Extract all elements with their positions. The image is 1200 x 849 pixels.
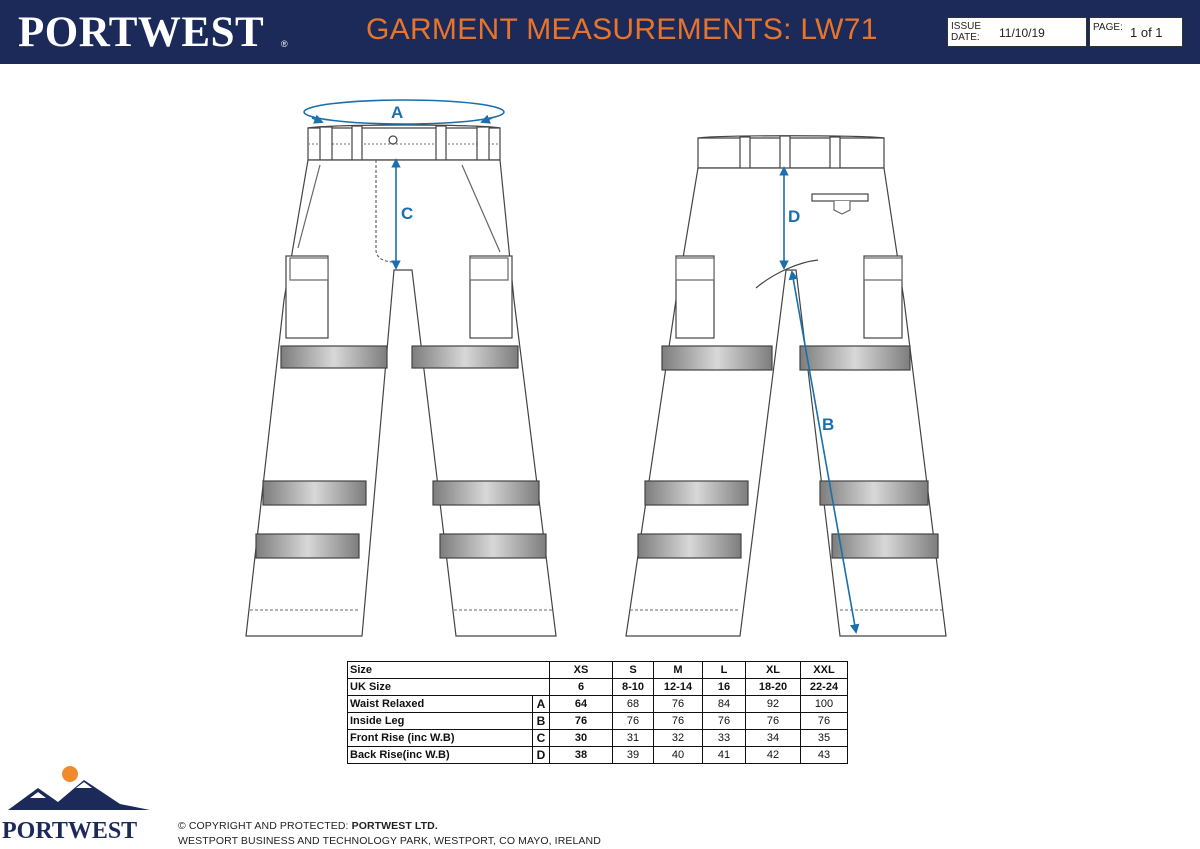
- reflective-band: [820, 481, 928, 505]
- row-label: Front Rise (inc W.B): [348, 730, 533, 747]
- uk-size-cell: 22-24: [801, 679, 848, 696]
- value-cell: 76: [746, 713, 801, 730]
- page-label: PAGE:: [1093, 22, 1123, 33]
- copyright-prefix: © COPYRIGHT AND PROTECTED:: [178, 820, 352, 832]
- document-title: GARMENT MEASUREMENTS: LW71: [366, 13, 878, 46]
- belt-loop: [740, 137, 750, 169]
- value-cell: 76: [550, 713, 613, 730]
- reflective-band: [645, 481, 748, 505]
- value-cell: 35: [801, 730, 848, 747]
- value-cell: 32: [654, 730, 703, 747]
- uk-size-cell: 16: [703, 679, 746, 696]
- row-label: Back Rise(inc W.B): [348, 747, 533, 764]
- belt-loop: [320, 127, 332, 160]
- sun-icon: [62, 766, 78, 782]
- row-key: C: [533, 730, 550, 747]
- uk-size-label: UK Size: [348, 679, 550, 696]
- size-label: Size: [348, 662, 550, 679]
- value-cell: 100: [801, 696, 848, 713]
- value-cell: 84: [703, 696, 746, 713]
- reflective-band: [433, 481, 539, 505]
- reflective-band: [800, 346, 910, 370]
- company-name: PORTWEST LTD.: [351, 820, 438, 832]
- belt-loop: [830, 137, 840, 169]
- measure-a: [304, 100, 504, 124]
- row-key: D: [533, 747, 550, 764]
- label-a: A: [391, 103, 404, 122]
- size-header-row: [348, 662, 848, 679]
- registered-mark: ®: [281, 39, 288, 49]
- value-cell: 40: [654, 747, 703, 764]
- uk-size-cell: 8-10: [613, 679, 654, 696]
- row-label: Waist Relaxed: [348, 696, 533, 713]
- value-cell: 30: [550, 730, 613, 747]
- belt-loop: [436, 126, 446, 160]
- value-cell: 76: [613, 713, 654, 730]
- value-cell: 39: [613, 747, 654, 764]
- size-cell: M: [654, 662, 703, 679]
- back-trouser-body: [626, 168, 946, 636]
- header-bar: [0, 0, 1200, 64]
- value-cell: 31: [613, 730, 654, 747]
- address-line: WESTPORT BUSINESS AND TECHNOLOGY PARK, WESTPORT, CO MAYO, IRELAND: [178, 835, 601, 847]
- belt-loop: [477, 127, 489, 160]
- value-cell: 42: [746, 747, 801, 764]
- value-cell: 33: [703, 730, 746, 747]
- waist-button: [389, 136, 397, 144]
- reflective-band: [281, 346, 387, 368]
- reflective-band: [832, 534, 938, 558]
- issue-date-box: [947, 17, 1087, 47]
- value-cell: 41: [703, 747, 746, 764]
- value-cell: 76: [703, 713, 746, 730]
- table-row: [348, 730, 848, 747]
- garment-diagram: [0, 64, 1200, 644]
- table-row: [348, 713, 848, 730]
- front-trouser-body: [246, 160, 556, 636]
- uk-size-cell: 6: [550, 679, 613, 696]
- brand-logo: PORTWEST: [18, 9, 265, 56]
- row-key: B: [533, 713, 550, 730]
- label-d: D: [788, 207, 801, 226]
- reflective-band: [256, 534, 359, 558]
- value-cell: 64: [550, 696, 613, 713]
- uk-size-cell: 18-20: [746, 679, 801, 696]
- size-cell: XL: [746, 662, 801, 679]
- row-label: Inside Leg: [348, 713, 533, 730]
- reflective-band: [440, 534, 546, 558]
- back-view: [626, 136, 946, 636]
- value-cell: 68: [613, 696, 654, 713]
- label-b: B: [822, 415, 835, 434]
- size-cell: S: [613, 662, 654, 679]
- reflective-band: [662, 346, 772, 370]
- value-cell: 43: [801, 747, 848, 764]
- belt-loop: [780, 136, 790, 169]
- value-cell: 38: [550, 747, 613, 764]
- value-cell: 76: [801, 713, 848, 730]
- footer-logo: [0, 762, 162, 842]
- value-cell: 34: [746, 730, 801, 747]
- issue-date-label: ISSUE DATE:: [951, 21, 982, 43]
- back-waistband: [698, 138, 884, 168]
- table-row: [348, 747, 848, 764]
- front-view: [246, 125, 556, 636]
- reflective-band: [263, 481, 366, 505]
- table-row: [348, 696, 848, 713]
- page-box: [1089, 17, 1183, 47]
- size-cell: XXL: [801, 662, 848, 679]
- reflective-band: [638, 534, 741, 558]
- uk-size-row: [348, 679, 848, 696]
- mountain-icon: [8, 780, 150, 810]
- uk-size-cell: 12-14: [654, 679, 703, 696]
- row-key: A: [533, 696, 550, 713]
- belt-loop: [352, 126, 362, 160]
- size-table: [347, 661, 848, 764]
- issue-date-value: 11/10/19: [999, 26, 1045, 40]
- footer-text: [178, 819, 601, 849]
- footer-logo-text: PORTWEST: [2, 818, 138, 842]
- size-cell: L: [703, 662, 746, 679]
- value-cell: 76: [654, 713, 703, 730]
- label-c: C: [401, 204, 414, 223]
- page-value: 1 of 1: [1130, 25, 1163, 40]
- back-welt-pocket: [812, 194, 868, 201]
- copyright-line: [178, 819, 601, 834]
- reflective-band: [412, 346, 518, 368]
- value-cell: 76: [654, 696, 703, 713]
- size-cell: XS: [550, 662, 613, 679]
- value-cell: 92: [746, 696, 801, 713]
